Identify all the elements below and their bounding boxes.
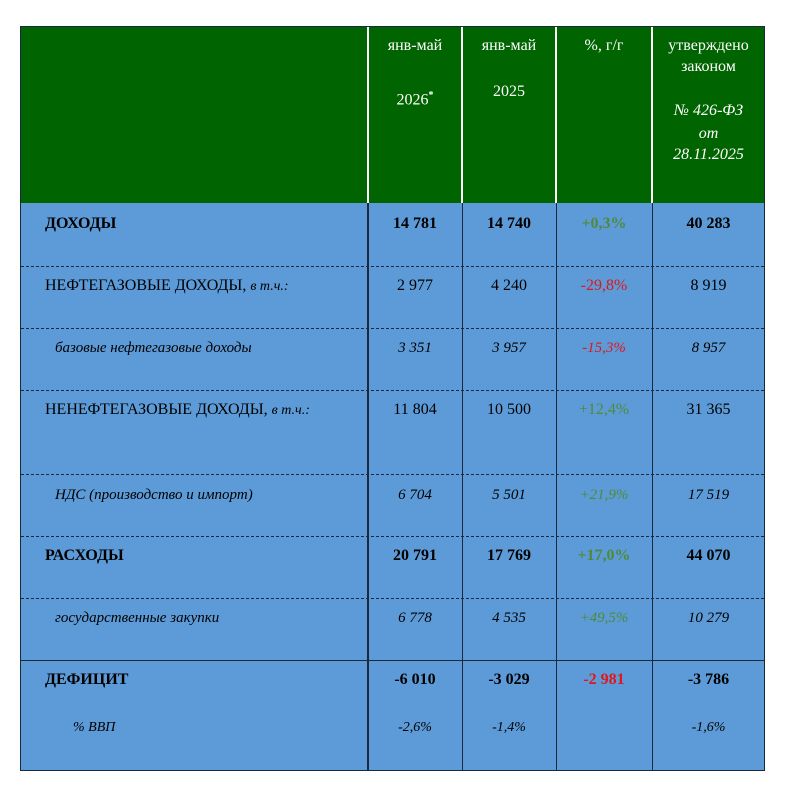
cell-expenses-yoy: +17,0% xyxy=(577,547,631,564)
cell-revenue-law: 40 283 xyxy=(686,215,731,232)
cell-base-oil-gas-law: 8 957 xyxy=(691,340,726,356)
cell-vat-2026: 6 704 xyxy=(398,487,432,503)
row-label-vat: НДС (производство и импорт) xyxy=(55,487,253,503)
cell-vat-law: 17 519 xyxy=(687,487,730,503)
cell-non-oil-gas-2025: 10 500 xyxy=(487,401,531,418)
table-body xyxy=(21,203,764,770)
header-col-2025-line2: 2025 xyxy=(493,83,525,100)
cell-revenue-yoy: +0,3% xyxy=(581,215,627,232)
row-label-base-oil-gas: базовые нефтегазовые доходы xyxy=(55,340,252,356)
header-col-yoy-line1: %, г/г xyxy=(584,37,624,54)
cell-base-oil-gas-yoy: -15,3% xyxy=(582,340,626,356)
cell-base-oil-gas-2026: 3 351 xyxy=(398,340,432,356)
cell-oil-gas-law: 8 919 xyxy=(690,277,727,294)
header-year-2026: 2026 xyxy=(396,91,429,109)
cell-oil-gas-2026: 2 977 xyxy=(397,277,433,294)
row-divider xyxy=(21,598,764,599)
row-divider xyxy=(21,536,764,537)
cell-oil-gas-yoy: -29,8% xyxy=(580,277,628,294)
cell-deficit-change: -2 981 xyxy=(583,671,625,688)
row-label-gdp-share: % ВВП xyxy=(73,720,116,735)
footnote-mark: * xyxy=(428,90,434,101)
row-label-procurement: государственные закупки xyxy=(55,610,220,626)
cell-gdp-share-2026: -2,6% xyxy=(398,720,432,735)
row-divider xyxy=(21,390,764,391)
row-label-expenses: РАСХОДЫ xyxy=(45,547,124,564)
budget-table xyxy=(20,26,765,771)
cell-non-oil-gas-2026: 11 804 xyxy=(393,401,437,418)
cell-procurement-law: 10 279 xyxy=(687,610,730,626)
row-label-non-oil-gas-main: НЕНЕФТЕГАЗОВЫЕ ДОХОДЫ, xyxy=(45,401,268,418)
row-label-oil-gas xyxy=(45,275,289,298)
row-divider xyxy=(21,266,764,267)
header-col-2026-line2 xyxy=(369,85,461,111)
cell-vat-yoy: +21,9% xyxy=(579,487,629,503)
row-label-revenue: ДОХОДЫ xyxy=(45,215,117,232)
cell-expenses-2025: 17 769 xyxy=(487,547,531,564)
header-col-law xyxy=(653,27,764,203)
cell-gdp-share-2025: -1,4% xyxy=(492,720,526,735)
row-label-non-oil-gas-suffix: в т.ч.: xyxy=(271,403,310,418)
row-label-oil-gas-main: НЕФТЕГАЗОВЫЕ ДОХОДЫ, xyxy=(45,277,247,294)
row-label-non-oil-gas xyxy=(45,399,345,422)
row-divider xyxy=(21,328,764,329)
header-col-law-line4: от xyxy=(698,125,719,142)
cell-revenue-2025: 14 740 xyxy=(487,215,531,232)
header-col-law-line1: утверждено xyxy=(668,37,749,54)
cell-vat-2025: 5 501 xyxy=(492,487,526,503)
cell-procurement-2026: 6 778 xyxy=(398,610,432,626)
header-col-2025-line1: янв-май xyxy=(481,37,537,54)
header-col-2026 xyxy=(369,27,461,203)
row-label-deficit: ДЕФИЦИТ xyxy=(45,671,129,688)
table-header xyxy=(21,27,764,203)
cell-non-oil-gas-law: 31 365 xyxy=(686,401,731,418)
header-col-law-line3: № 426-ФЗ xyxy=(673,102,744,119)
row-label-oil-gas-suffix: в т.ч.: xyxy=(250,279,289,294)
cell-revenue-2026: 14 781 xyxy=(393,215,437,232)
cell-procurement-yoy: +49,5% xyxy=(579,610,629,626)
header-col-2026-line1: янв-май xyxy=(387,37,443,54)
header-col-law-line2: законом xyxy=(681,58,736,75)
cell-deficit-2026: -6 010 xyxy=(394,671,436,688)
cell-procurement-2025: 4 535 xyxy=(492,610,526,626)
cell-non-oil-gas-yoy: +12,4% xyxy=(578,401,630,418)
cell-expenses-2026: 20 791 xyxy=(393,547,437,564)
cell-deficit-2025: -3 029 xyxy=(488,671,530,688)
header-col-yoy xyxy=(557,27,651,203)
cell-gdp-share-law: -1,6% xyxy=(691,720,726,735)
cell-base-oil-gas-2025: 3 957 xyxy=(492,340,526,356)
cell-expenses-law: 44 070 xyxy=(686,547,731,564)
cell-oil-gas-2025: 4 240 xyxy=(491,277,527,294)
cell-deficit-law: -3 786 xyxy=(687,671,730,688)
row-divider xyxy=(21,474,764,475)
header-col-law-line5: 28.11.2025 xyxy=(673,146,744,163)
row-divider xyxy=(21,660,764,661)
header-col-2025 xyxy=(463,27,555,203)
